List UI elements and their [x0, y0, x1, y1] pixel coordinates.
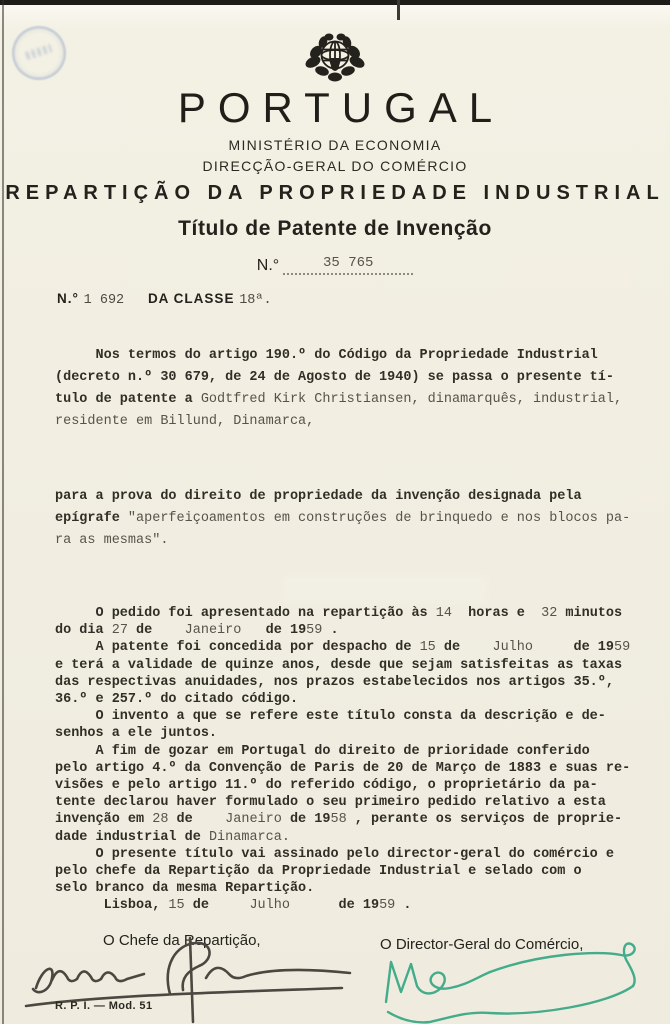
printed-text: de 19	[281, 812, 331, 828]
printed-text: , perante os serviços de proprie-	[346, 812, 623, 828]
patent-number-value: 35 765	[283, 255, 413, 275]
portugal-coat-of-arms	[302, 31, 368, 87]
printed-text: minutos	[557, 606, 623, 621]
right-signature-label: O Director-Geral do Comércio,	[380, 936, 584, 953]
typed-text: 14	[435, 606, 452, 621]
printed-text: pelo artigo 4.º da Convenção de Paris de 20 de Março de 1883 e suas re-	[55, 760, 631, 776]
printed-text: .	[322, 623, 339, 639]
body-line	[55, 486, 630, 508]
printed-text: pelo chefe da Repartição da Propriedade Industrial e selado com o	[55, 864, 582, 880]
body-line	[55, 639, 630, 656]
typed-text: 28	[152, 812, 169, 828]
printed-text: de 19	[533, 640, 615, 656]
document-title: Título de Patente de Invenção	[178, 217, 492, 240]
class-label: DA CLASSE	[147, 291, 240, 306]
typed-text: Janeiro	[184, 623, 242, 639]
printed-text: O presente título vai assinado pelo director-geral do comércio e	[55, 846, 614, 862]
typed-text: 15	[419, 640, 436, 656]
printed-text: de	[184, 898, 250, 914]
printed-text: de	[435, 640, 493, 656]
blue-round-stamp	[5, 19, 73, 87]
body-line	[55, 725, 630, 742]
body-line	[55, 829, 630, 846]
printed-text: invenção em	[55, 812, 153, 828]
printed-text: Nos termos do artigo 190.º do Código da Propriedade Industrial	[55, 348, 598, 363]
body-line	[55, 657, 630, 674]
printed-text: A patente foi concedida por despacho de	[55, 640, 420, 656]
typed-text: residente em Billund, Dinamarca,	[55, 414, 315, 429]
printed-text: (decreto n.º 30 679, de 24 de Agosto de 1940) se passa o presente tí-	[55, 370, 614, 385]
country-title: PORTUGAL	[177, 84, 505, 131]
scan-left-edge	[2, 0, 4, 1024]
printed-text: de 19	[241, 623, 307, 639]
body-line	[55, 846, 630, 863]
body-line	[55, 743, 630, 760]
body-paragraph-details	[55, 605, 630, 915]
directorate-line: DIRECÇÃO-GERAL DO COMÉRCIO	[202, 158, 468, 174]
printed-text: O invento a que se refere este título consta da descrição e de-	[55, 709, 606, 725]
body-line	[55, 411, 622, 433]
body-line	[55, 777, 630, 794]
body-line	[55, 345, 622, 367]
typed-text: Julho	[249, 898, 290, 914]
typed-text: 59	[306, 623, 323, 639]
typed-text: Julho	[492, 640, 533, 656]
body-paragraph-grant	[55, 345, 622, 433]
printed-text: O pedido foi apresentado na repartição às	[55, 606, 436, 621]
printed-text: A fim de gozar em Portugal do direito de prioridade conferido	[55, 743, 590, 759]
printed-text: tulo de patente a	[55, 392, 201, 407]
patent-number-row	[0, 255, 670, 275]
printed-text: das respectivas anuidades, nos prazos estabelecidos nos artigos 35.º,	[55, 674, 614, 690]
spacer	[124, 291, 148, 306]
body-line	[55, 760, 630, 777]
printed-text: de 19	[289, 898, 380, 914]
printed-text: Lisboa,	[55, 898, 169, 914]
body-line	[55, 863, 630, 880]
process-class-row	[57, 291, 272, 308]
printed-text: epígrafe	[55, 511, 128, 526]
body-line	[55, 794, 630, 811]
typed-text: 59	[614, 640, 631, 656]
body-line	[55, 605, 630, 622]
printed-text: de	[168, 812, 226, 828]
body-line	[55, 674, 630, 691]
scan-top-edge	[0, 0, 670, 5]
printed-text: e terá a validade de quinze anos, desde que sejam satisfeitas as taxas	[55, 657, 623, 673]
printed-text: do dia	[55, 623, 112, 639]
left-signature-label: O Chefe da Repartição,	[103, 932, 261, 949]
printed-text: selo branco da mesma Repartição.	[55, 881, 315, 897]
printed-text: para a prova do direito de propriedade da invenção designada pela	[55, 489, 582, 504]
body-line	[55, 811, 630, 828]
printed-text: de	[127, 623, 185, 639]
printed-text: dade industrial de	[55, 829, 209, 845]
body-line	[55, 530, 630, 552]
body-paragraph-epigraph	[55, 486, 630, 552]
printed-text: .	[395, 898, 412, 914]
body-line	[55, 708, 630, 725]
typed-text: "aperfeiçoamentos em construções de brinquedo e nos blocos pa-	[127, 511, 631, 526]
department-line: REPARTIÇÃO DA PROPRIEDADE INDUSTRIAL	[5, 182, 665, 204]
body-line	[55, 389, 622, 411]
typed-text: Dinamarca.	[208, 829, 290, 845]
typed-text: ra as mesmas".	[55, 533, 169, 548]
body-line	[55, 508, 630, 530]
body-line	[55, 897, 630, 914]
process-number-label: N.°	[57, 291, 84, 306]
printed-text: senhos a ele juntos.	[55, 726, 218, 742]
process-number-value: 1 692	[83, 293, 125, 308]
class-value: 18ª.	[239, 293, 272, 308]
body-line	[55, 880, 630, 897]
typed-text: 59	[379, 898, 396, 914]
typed-text: Godtfred Kirk Christiansen, dinamarquês, industrial,	[200, 392, 623, 407]
ministry-line: MINISTÉRIO DA ECONOMIA	[228, 137, 442, 153]
printed-text: 36.º e 257.º do citado código.	[55, 692, 299, 708]
typed-text: 15	[168, 898, 185, 914]
typed-text: 32	[541, 606, 558, 621]
typed-text: Janeiro	[225, 812, 282, 828]
body-line	[55, 691, 630, 708]
typed-text: 58	[330, 812, 347, 828]
typed-text: 27	[111, 623, 128, 639]
printed-text: tente declarou haver formulado o seu primeiro pedido relativo a esta	[55, 795, 606, 811]
scan-top-mark	[397, 0, 400, 20]
scan-smudge	[282, 576, 487, 602]
patent-number-label: N.°	[256, 257, 280, 274]
printed-text: horas e	[451, 606, 542, 621]
printed-text: visões e pelo artigo 11.º do referido código, o proprietário da pa-	[55, 778, 598, 794]
form-reference: R. P. I. — Mod. 51	[55, 1000, 153, 1012]
body-line	[55, 367, 622, 389]
body-line	[55, 622, 630, 639]
director-general-signature	[378, 940, 660, 1024]
